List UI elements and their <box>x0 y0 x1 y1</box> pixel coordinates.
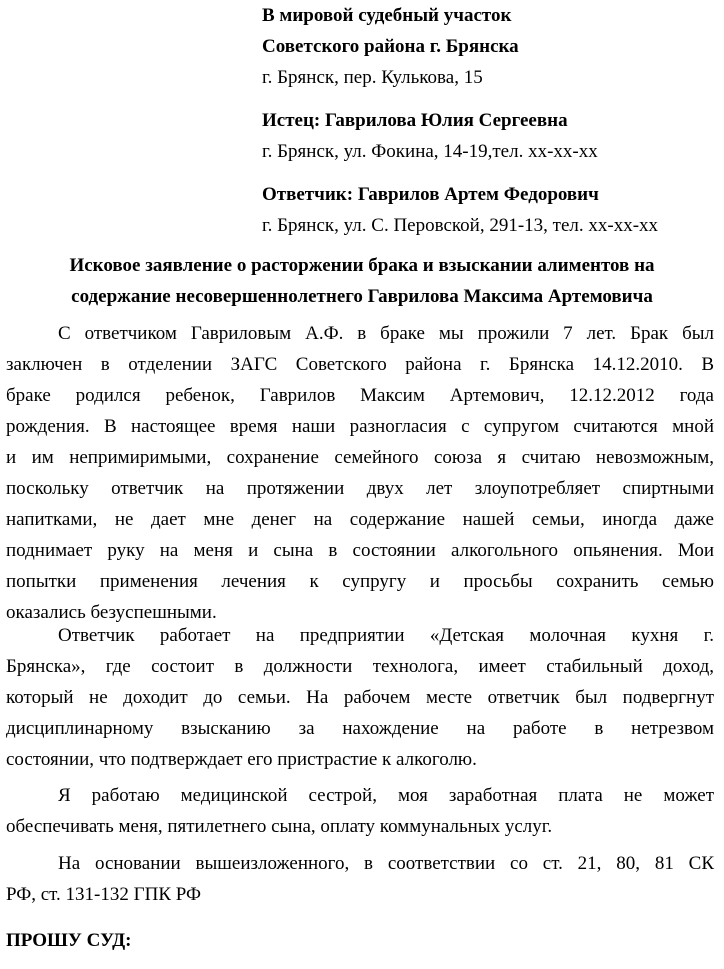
plaintiff-name: Истец: Гаврилова Юлия Сергеевна <box>262 110 568 131</box>
title-line-2: содержание несовершеннолетнего Гаврилова Максима Артемовича <box>71 286 653 307</box>
plaintiff-address: г. Брянск, ул. Фокина, 14-19,тел. хх-хх-хх <box>262 141 598 162</box>
paragraph-line: обеспечивать меня, пятилетнего сына, оплату коммунальных услуг. <box>6 816 553 837</box>
paragraph-line: Я работаю медицинской сестрой, моя заработная плата не может <box>58 785 714 806</box>
paragraph-line: который не доходит до семьи. На рабочем месте ответчик был подвергнут <box>6 687 714 708</box>
paragraph-line: попытки применения лечения к супругу и просьбы сохранить семью <box>6 571 714 592</box>
paragraph-line: рождения. В настоящее время наши разногласия с супругом считаются мной <box>6 416 714 437</box>
paragraph-line: На основании вышеизложенного, в соответствии со ст. 21, 80, 81 СК <box>58 853 714 874</box>
court-name-line2: Советского района г. Брянска <box>262 36 519 57</box>
paragraph-line: поднимает руку на меня и сына в состоянии алкогольного опьянения. Мои <box>6 540 714 561</box>
paragraph-line: напитками, не дает мне денег на содержание нашей семьи, иногда даже <box>6 509 714 530</box>
paragraph-line: браке родился ребенок, Гаврилов Максим Артемович, 12.12.2012 года <box>6 385 714 406</box>
paragraph-line: поскольку ответчик на протяжении двух лет злоупотребляет спиртными <box>6 478 714 499</box>
paragraph-line: и им непримиримыми, сохранение семейного союза я считаю невозможным, <box>6 447 714 468</box>
paragraph-defendant-employment <box>6 620 714 775</box>
paragraph-line: оказались безуспешными. <box>6 602 217 623</box>
paragraph-line: РФ, ст. 131-132 ГПК РФ <box>6 884 202 905</box>
paragraph-line: Брянска», где состоит в должности технолога, имеет стабильный доход, <box>6 656 714 677</box>
paragraph-marriage-history <box>6 318 714 628</box>
title-line-1: Исковое заявление о расторжении брака и взыскании алиментов на <box>69 255 655 276</box>
defendant-name: Ответчик: Гаврилов Артем Федорович <box>262 184 599 205</box>
paragraph-line: С ответчиком Гавриловым А.Ф. в браке мы прожили 7 лет. Брак был <box>58 323 714 344</box>
document-title <box>0 250 724 312</box>
court-name-line1: В мировой судебный участок <box>262 5 512 26</box>
defendant-address: г. Брянск, ул. С. Перовской, 291-13, тел. хх-хх-хх <box>262 215 659 236</box>
addressee-block <box>262 0 722 241</box>
paragraph-line: дисциплинарному взысканию за нахождение на работе в нетрезвом <box>6 718 714 739</box>
paragraph-line: Ответчик работает на предприятии «Детская молочная кухня г. <box>58 625 714 646</box>
request-heading: ПРОШУ СУД: <box>6 930 132 951</box>
paragraph-line: заключен в отделении ЗАГС Советского района г. Брянска 14.12.2010. В <box>6 354 714 375</box>
court-address: г. Брянск, пер. Кулькова, 15 <box>262 67 483 88</box>
paragraph-plaintiff-income <box>6 780 714 842</box>
paragraph-legal-basis <box>6 848 714 910</box>
paragraph-line: состоянии, что подтверждает его пристрастие к алкоголю. <box>6 749 477 770</box>
